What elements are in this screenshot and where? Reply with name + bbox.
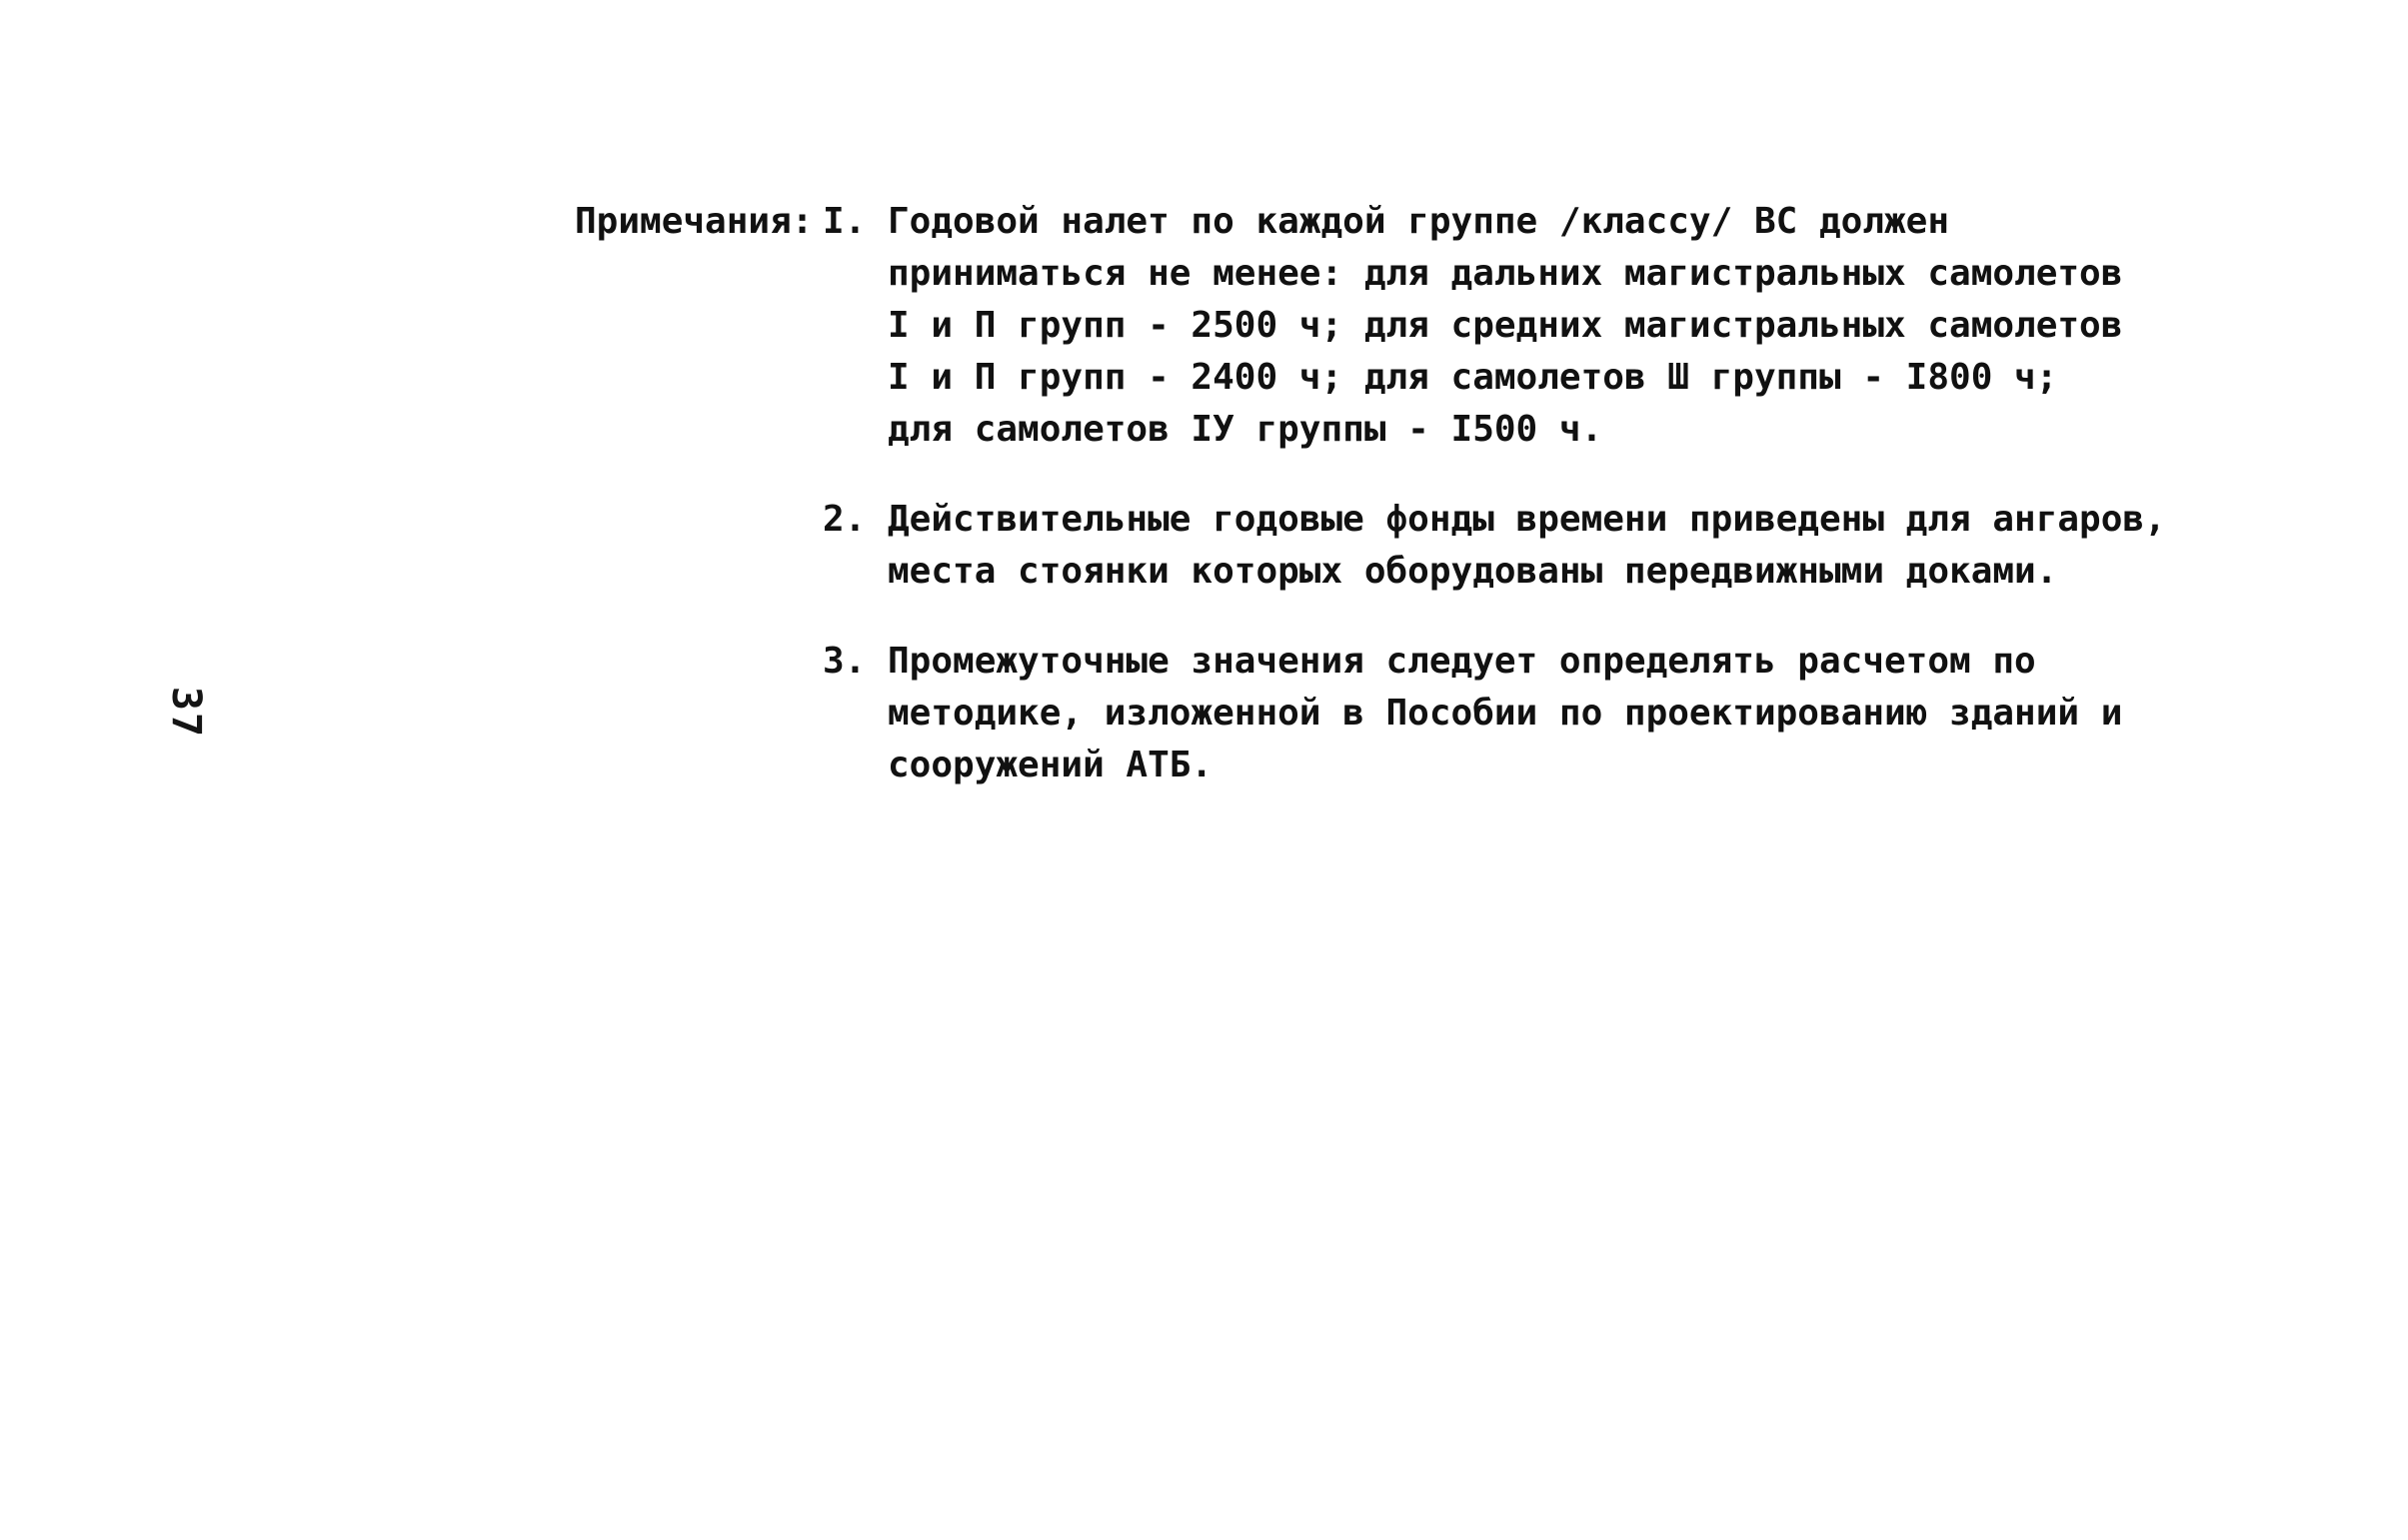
note-item bbox=[823, 636, 2174, 791]
note-text bbox=[888, 636, 2174, 791]
notes-label: Примечания: bbox=[575, 201, 814, 242]
note-number: 2. bbox=[823, 499, 867, 540]
note-list bbox=[823, 196, 2174, 829]
note-line: приниматься не менее: для дальних магистральных самолетов bbox=[888, 253, 2123, 294]
note-line: Годовой налет по каждой группе /классу/ ВС должен bbox=[888, 201, 1950, 242]
note-line: Промежуточные значения следует определять расчетом по bbox=[888, 641, 2036, 682]
note-text bbox=[888, 196, 2174, 456]
note-number: 3. bbox=[823, 641, 867, 682]
note-number: I. bbox=[823, 201, 867, 242]
note-line: I и П групп - 2400 ч; для самолетов Ш группы - I800 ч; bbox=[888, 357, 2058, 398]
note-line: Действительные годовые фонды времени приведены для ангаров, bbox=[888, 499, 2166, 540]
notes-section bbox=[575, 196, 2174, 829]
note-text bbox=[888, 494, 2174, 598]
note-line: сооружений АТБ. bbox=[888, 745, 1213, 785]
page-number: 37 bbox=[163, 686, 210, 740]
note-line: места стоянки которых оборудованы передвижными доками. bbox=[888, 551, 2058, 592]
note-line: методике, изложенной в Пособии по проектированию зданий и bbox=[888, 693, 2123, 734]
note-line: I и П групп - 2500 ч; для средних магистральных самолетов bbox=[888, 305, 2123, 346]
note-item bbox=[823, 196, 2174, 456]
note-line: для самолетов IУ группы - I500 ч. bbox=[888, 409, 1603, 450]
note-item bbox=[823, 494, 2174, 598]
notes-row bbox=[575, 196, 2174, 829]
